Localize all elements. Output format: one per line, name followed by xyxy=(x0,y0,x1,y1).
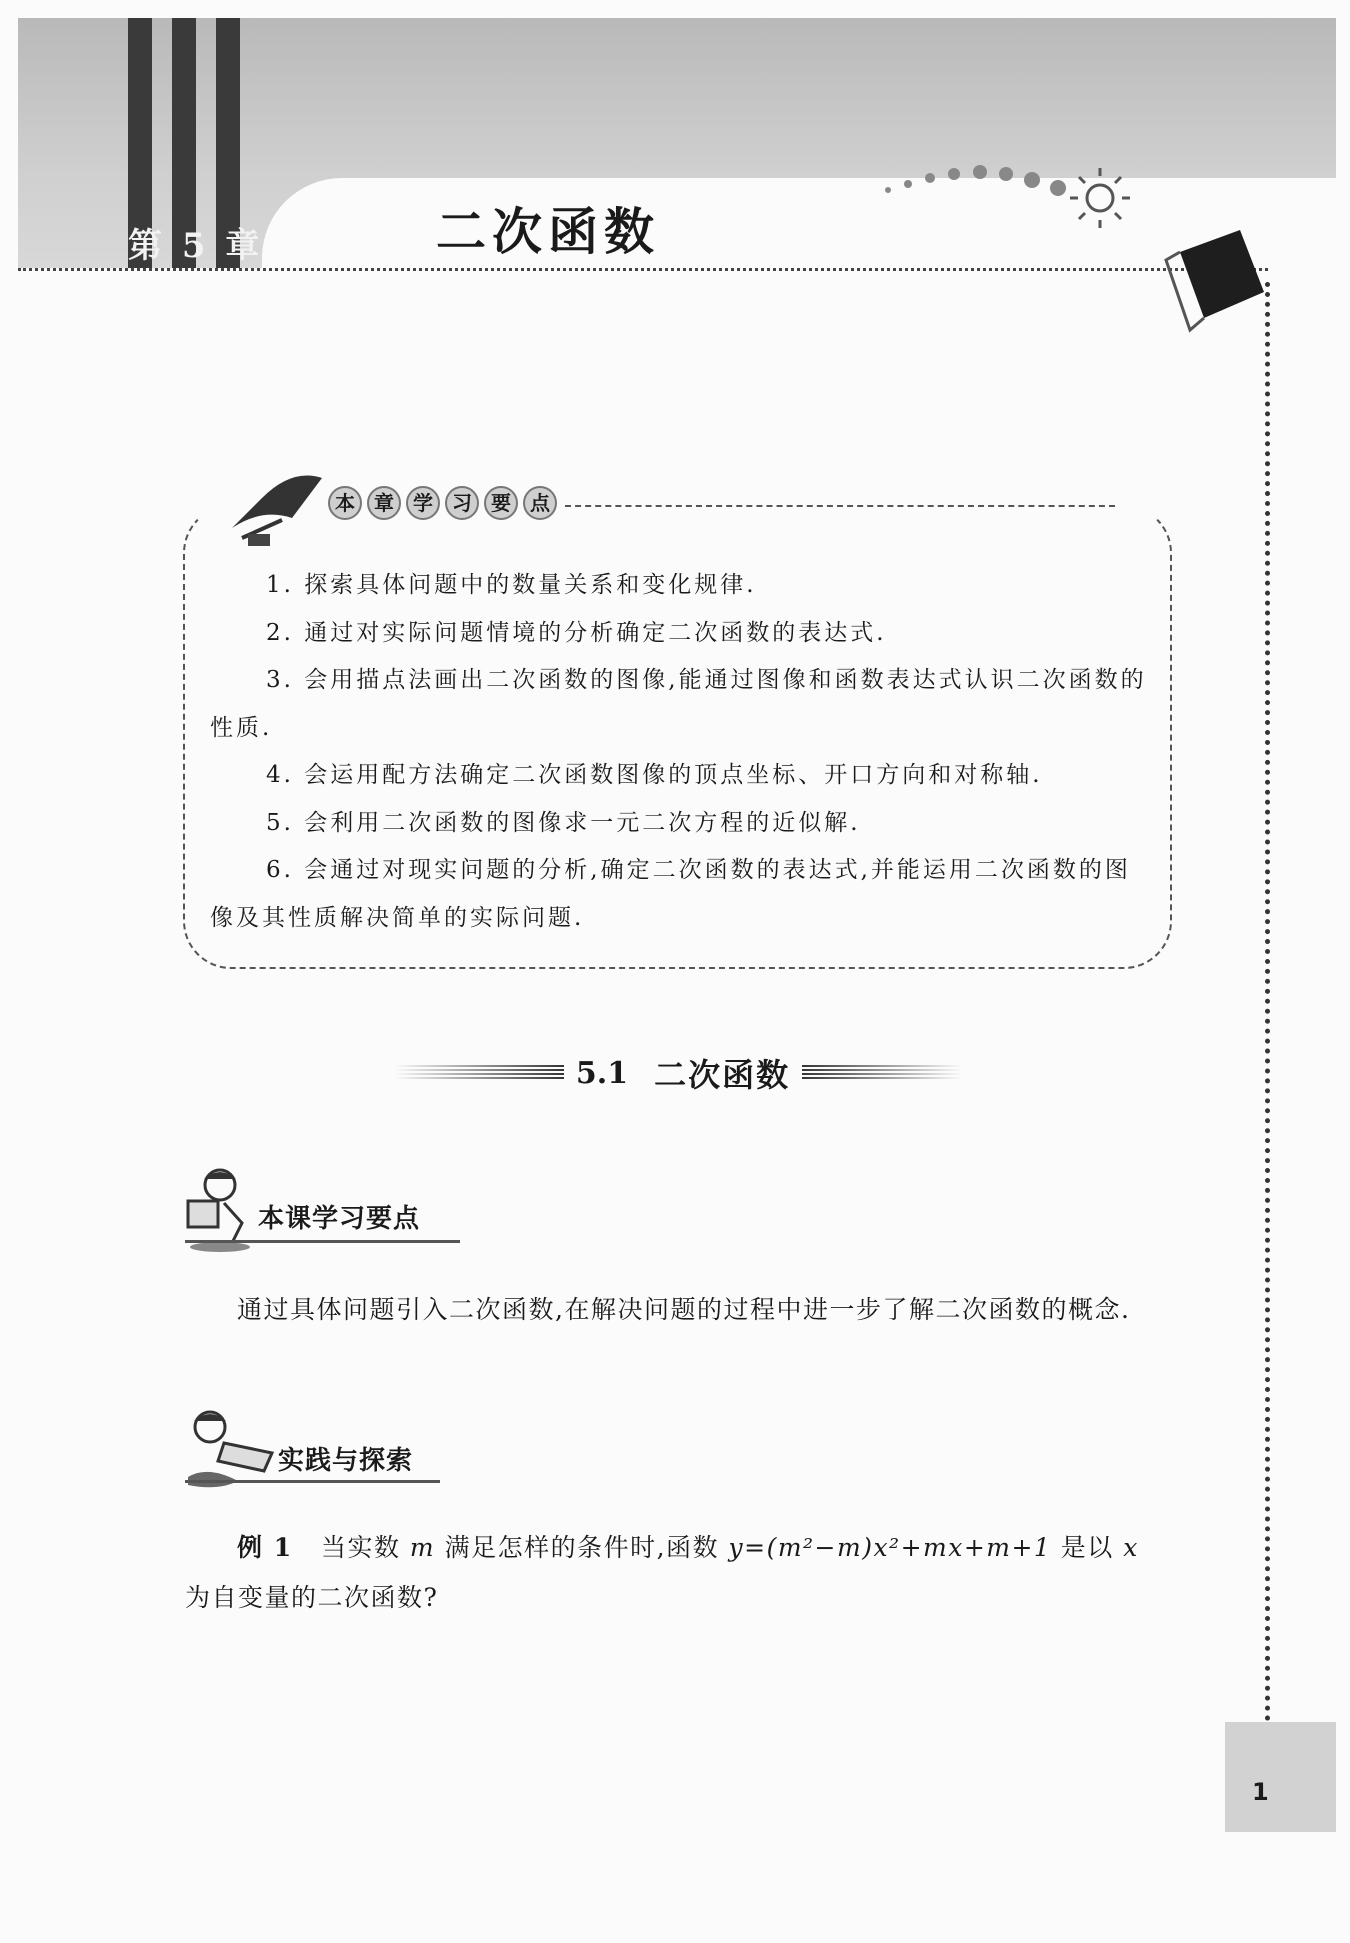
page-number: 1 xyxy=(1252,1778,1269,1806)
example-text: 当实数 xyxy=(320,1533,401,1562)
label-char: 学 xyxy=(406,486,440,520)
chapter-point-item: 5. 会利用二次函数的图像求一元二次方程的近似解. xyxy=(266,809,861,836)
writing-student-icon xyxy=(178,1405,276,1491)
margin-dotted-line xyxy=(1265,282,1270,1722)
chapter-point-item: 6. 会通过对现实问题的分析,确定二次函数的表达式,并能运用二次函数的图像及其性质解决简单的实际问题. xyxy=(210,857,1131,931)
function-formula: y=(m²−m)x²+mx+m+1 xyxy=(728,1533,1052,1562)
page-number-box xyxy=(1225,1722,1336,1832)
chapter-points-label xyxy=(328,486,557,520)
section-heading xyxy=(372,1050,984,1096)
label-char: 要 xyxy=(484,486,518,520)
example-text: 为自变量的二次函数? xyxy=(185,1583,439,1612)
heading-rule-left xyxy=(394,1065,564,1081)
chapter-label: 第 5 章 xyxy=(128,226,264,266)
chapter-point-item: 4. 会运用配方法确定二次函数图像的顶点坐标、开口方向和对称轴. xyxy=(266,762,1043,788)
label-char: 本 xyxy=(328,486,362,520)
section-number: 5.1 xyxy=(575,1055,629,1091)
book-corner-icon xyxy=(1160,222,1270,337)
example-label: 例 1 xyxy=(237,1533,293,1562)
chapter-point-item: 1. 探索具体问题中的数量关系和变化规律. xyxy=(266,572,757,598)
chapter-point-item: 2. 通过对实际问题情境的分析确定二次函数的表达式. xyxy=(266,619,887,646)
sun-dots-decoration-icon xyxy=(880,150,1130,230)
lesson-points-underline xyxy=(185,1240,460,1243)
header-dotted-divider xyxy=(18,268,1268,271)
lesson-points-paragraph: 通过具体问题引入二次函数,在解决问题的过程中进一步了解二次函数的概念. xyxy=(237,1295,1131,1324)
lesson-points-text xyxy=(185,1285,1170,1335)
chapter-points-top-border xyxy=(565,505,1115,507)
math-var-m: m xyxy=(409,1533,436,1562)
chapter-title: 二次函数 xyxy=(436,203,660,261)
practice-underline xyxy=(185,1480,440,1483)
example-text: 满足怎样的条件时,函数 xyxy=(444,1533,720,1562)
math-var-x: x xyxy=(1123,1533,1139,1562)
practice-title: 实践与探索 xyxy=(278,1446,414,1476)
label-char: 章 xyxy=(367,486,401,520)
chapter-points-list xyxy=(210,562,1148,942)
label-char: 点 xyxy=(523,486,557,520)
example-1 xyxy=(185,1523,1170,1623)
example-text: 是以 xyxy=(1060,1533,1114,1562)
lesson-points-title: 本课学习要点 xyxy=(258,1204,421,1234)
heading-rule-right xyxy=(802,1065,962,1081)
chapter-point-item: 3. 会用描点法画出二次函数的图像,能通过图像和函数表达式认识二次函数的性质. xyxy=(210,667,1147,741)
label-char: 习 xyxy=(445,486,479,520)
section-title: 二次函数 xyxy=(654,1056,791,1094)
